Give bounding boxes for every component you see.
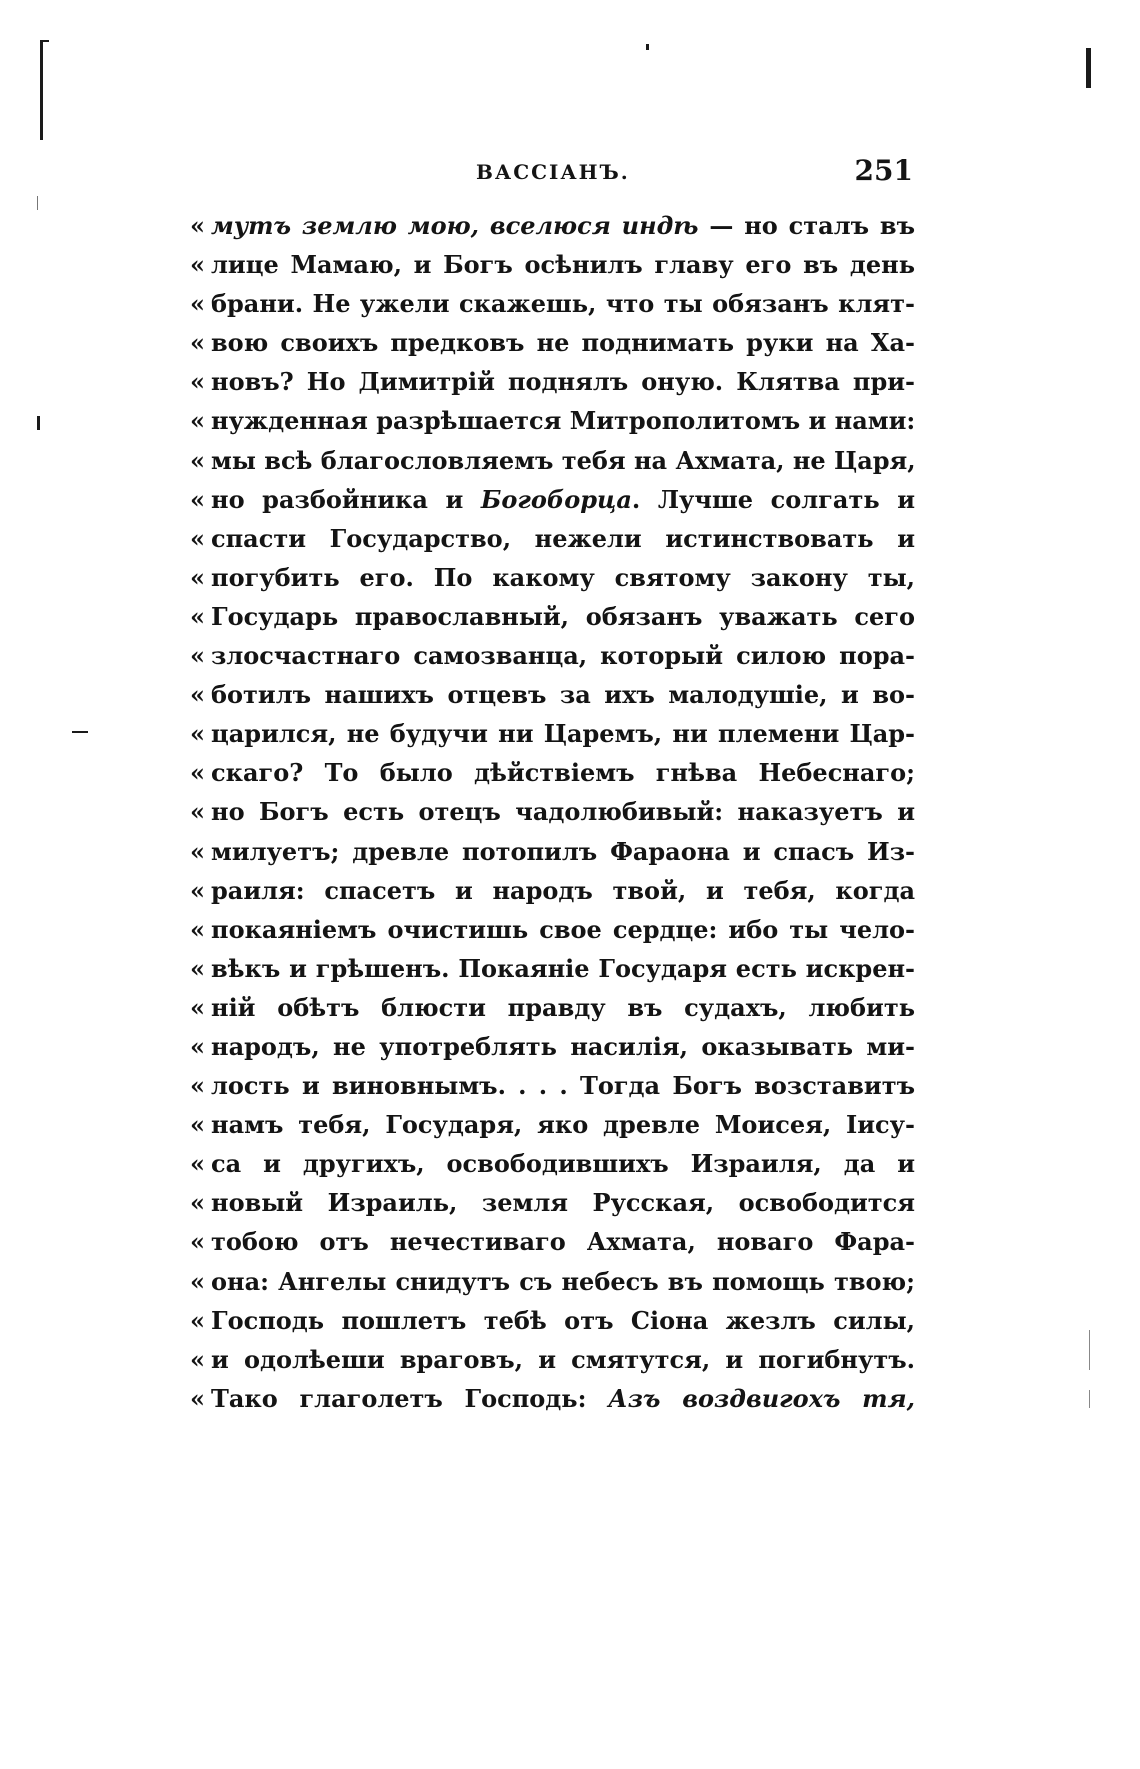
page-number: 251 xyxy=(854,154,913,187)
line-text xyxy=(211,1027,915,1066)
body-text xyxy=(190,206,915,1418)
line-text xyxy=(211,871,915,910)
quote-mark: « xyxy=(190,1227,205,1257)
page-header xyxy=(476,154,913,196)
text-span: вою своихъ предковъ не поднимать руки на Ха- xyxy=(211,328,915,358)
quote-mark: « xyxy=(190,328,205,358)
scan-edge-mark xyxy=(40,40,49,42)
text-line xyxy=(190,910,915,949)
text-span: лость и виновнымъ. . . . Тогда Богъ возставитъ xyxy=(211,1071,915,1101)
quote-mark: « xyxy=(190,250,205,280)
text-span: раиля: спасетъ и народъ твой, и тебя, когда xyxy=(211,875,915,905)
text-span: но разбойника и xyxy=(211,484,481,514)
text-span: она: Ангелы снидутъ съ небесъ въ помощь твою; xyxy=(211,1266,915,1296)
text-line xyxy=(190,1222,915,1261)
text-line xyxy=(190,1301,915,1340)
line-text xyxy=(211,1301,915,1340)
text-span: нужденная разрѣшается Митрополитомъ и нами: xyxy=(211,406,916,436)
line-text xyxy=(211,284,915,323)
text-span: покаяніемъ очистишь свое сердце: ибо ты чело- xyxy=(211,914,915,944)
text-span: тобою отъ нечестиваго Ахмата, новаго Фара- xyxy=(211,1227,915,1257)
text-line xyxy=(190,949,915,988)
quote-mark: « xyxy=(190,1344,205,1374)
scan-speck xyxy=(1089,1330,1090,1370)
text-span: злосчастнаго самозванца, который силою пора- xyxy=(211,641,915,671)
quote-mark: « xyxy=(190,1383,205,1413)
text-span: погубить его. По какому святому закону ты, xyxy=(211,562,915,592)
quote-mark: « xyxy=(190,367,205,397)
line-text xyxy=(211,792,915,831)
scan-speck xyxy=(37,416,40,430)
text-line xyxy=(190,1379,915,1418)
text-line xyxy=(190,441,915,480)
line-text xyxy=(211,558,915,597)
text-line xyxy=(190,480,915,519)
quote-mark: « xyxy=(190,680,205,710)
line-text xyxy=(211,714,915,753)
text-line xyxy=(190,1262,915,1301)
line-text xyxy=(211,480,915,519)
text-line xyxy=(190,597,915,636)
scan-speck xyxy=(1089,1390,1090,1408)
quote-mark: « xyxy=(190,1188,205,1218)
scan-speck xyxy=(37,196,38,210)
text-line xyxy=(190,362,915,401)
text-span: но Богъ есть отецъ чадолюбивый: наказуетъ и xyxy=(211,797,915,827)
scan-speck xyxy=(646,44,649,50)
text-span: . Лучше солгать и xyxy=(631,484,915,514)
text-span: вѣкъ и грѣшенъ. Покаяніе Государя есть искрен- xyxy=(211,953,915,983)
quote-mark: « xyxy=(190,797,205,827)
text-line xyxy=(190,1183,915,1222)
text-line xyxy=(190,988,915,1027)
italic-text: Богоборца xyxy=(480,484,632,514)
line-text xyxy=(211,1183,915,1222)
line-text xyxy=(211,1222,915,1261)
text-line xyxy=(190,1027,915,1066)
quote-mark: « xyxy=(190,875,205,905)
text-span: скаго? То было дѣйствіемъ гнѣва Небеснаго; xyxy=(211,758,915,788)
quote-mark: « xyxy=(190,836,205,866)
running-head: ВАССІАНЪ. xyxy=(476,160,630,184)
line-text xyxy=(211,245,915,284)
text-span: ній обѣтъ блюсти правду въ судахъ, любить xyxy=(211,992,915,1022)
text-span: мы всѣ благословляемъ тебя на Ахмата, не Царя, xyxy=(211,445,916,475)
text-span: брани. Не ужели скажешь, что ты обязанъ клят- xyxy=(211,289,915,319)
text-line xyxy=(190,206,915,245)
text-line xyxy=(190,1105,915,1144)
text-line xyxy=(190,871,915,910)
line-text xyxy=(211,949,915,988)
quote-mark: « xyxy=(190,289,205,319)
scan-edge-mark xyxy=(1086,48,1091,88)
text-span: милуетъ; древле потопилъ Фараона и спасъ Из- xyxy=(211,836,915,866)
text-span: спасти Государство, нежели истинствовать и xyxy=(211,523,915,553)
quote-mark: « xyxy=(190,601,205,631)
quote-mark: « xyxy=(190,641,205,671)
line-text xyxy=(211,1262,915,1301)
text-line xyxy=(190,792,915,831)
line-text xyxy=(211,753,915,792)
quote-mark: « xyxy=(190,1149,205,1179)
scan-edge-mark xyxy=(40,40,43,140)
text-span: са и другихъ, освободившихъ Израиля, да и xyxy=(211,1149,915,1179)
quote-mark: « xyxy=(190,758,205,788)
line-text xyxy=(211,362,915,401)
text-span: Господь пошлетъ тебѣ отъ Сіона жезлъ силы, xyxy=(211,1305,915,1335)
quote-mark: « xyxy=(190,1305,205,1335)
quote-mark: « xyxy=(190,211,205,240)
text-line xyxy=(190,1144,915,1183)
text-span: новый Израиль, земля Русская, освободится xyxy=(211,1188,915,1218)
line-text xyxy=(211,401,915,440)
line-text xyxy=(211,1340,915,1379)
line-text xyxy=(211,636,915,675)
text-line xyxy=(190,832,915,871)
quote-mark: « xyxy=(190,1110,205,1140)
line-text xyxy=(211,910,915,949)
quote-mark: « xyxy=(190,562,205,592)
text-span: намъ тебя, Государя, яко древле Моисея, Іису- xyxy=(211,1110,915,1140)
text-line xyxy=(190,1066,915,1105)
line-text xyxy=(211,519,915,558)
quote-mark: « xyxy=(190,406,205,436)
text-span: Тако глаголетъ Господь: xyxy=(211,1383,609,1413)
italic-text: Азъ воздвигохъ тя, xyxy=(608,1383,916,1413)
text-span: лице Мамаю, и Богъ осѣнилъ главу его въ день xyxy=(211,250,915,280)
quote-mark: « xyxy=(190,445,205,475)
text-line xyxy=(190,323,915,362)
line-text xyxy=(211,1379,915,1418)
quote-mark: « xyxy=(190,914,205,944)
quote-mark: « xyxy=(190,953,205,983)
italic-text: мутъ землю мою, вселюся индѣ xyxy=(211,211,699,240)
quote-mark: « xyxy=(190,1031,205,1061)
text-line xyxy=(190,1340,915,1379)
line-text xyxy=(211,1066,915,1105)
text-line xyxy=(190,401,915,440)
line-text xyxy=(211,832,915,871)
text-line xyxy=(190,558,915,597)
quote-mark: « xyxy=(190,484,205,514)
text-line xyxy=(190,636,915,675)
text-span: и одолѣеши враговъ, и смятутся, и погибнутъ. xyxy=(211,1344,915,1374)
text-span: ботилъ нашихъ отцевъ за ихъ малодушіе, и во- xyxy=(211,680,915,710)
text-span: новъ? Но Димитрій поднялъ оную. Клятва при- xyxy=(211,367,915,397)
text-line xyxy=(190,675,915,714)
text-span: — но сталъ въ xyxy=(698,211,915,240)
text-line xyxy=(190,714,915,753)
text-span: народъ, не употреблять насилія, оказывать ми- xyxy=(211,1031,915,1061)
text-span: Государь православный, обязанъ уважать сего xyxy=(211,601,915,631)
text-line xyxy=(190,245,915,284)
quote-mark: « xyxy=(190,992,205,1022)
text-line xyxy=(190,753,915,792)
line-text xyxy=(211,323,915,362)
text-span: царился, не будучи ни Царемъ, ни племени Цар- xyxy=(211,719,915,749)
quote-mark: « xyxy=(190,719,205,749)
line-text xyxy=(211,206,915,245)
quote-mark: « xyxy=(190,1266,205,1296)
line-text xyxy=(211,1105,915,1144)
text-line xyxy=(190,519,915,558)
line-text xyxy=(211,597,915,636)
text-line xyxy=(190,284,915,323)
line-text xyxy=(211,1144,915,1183)
line-text xyxy=(211,441,916,480)
line-text xyxy=(211,988,915,1027)
line-text xyxy=(211,675,915,714)
quote-mark: « xyxy=(190,523,205,553)
scan-speck xyxy=(72,731,88,733)
quote-mark: « xyxy=(190,1071,205,1101)
